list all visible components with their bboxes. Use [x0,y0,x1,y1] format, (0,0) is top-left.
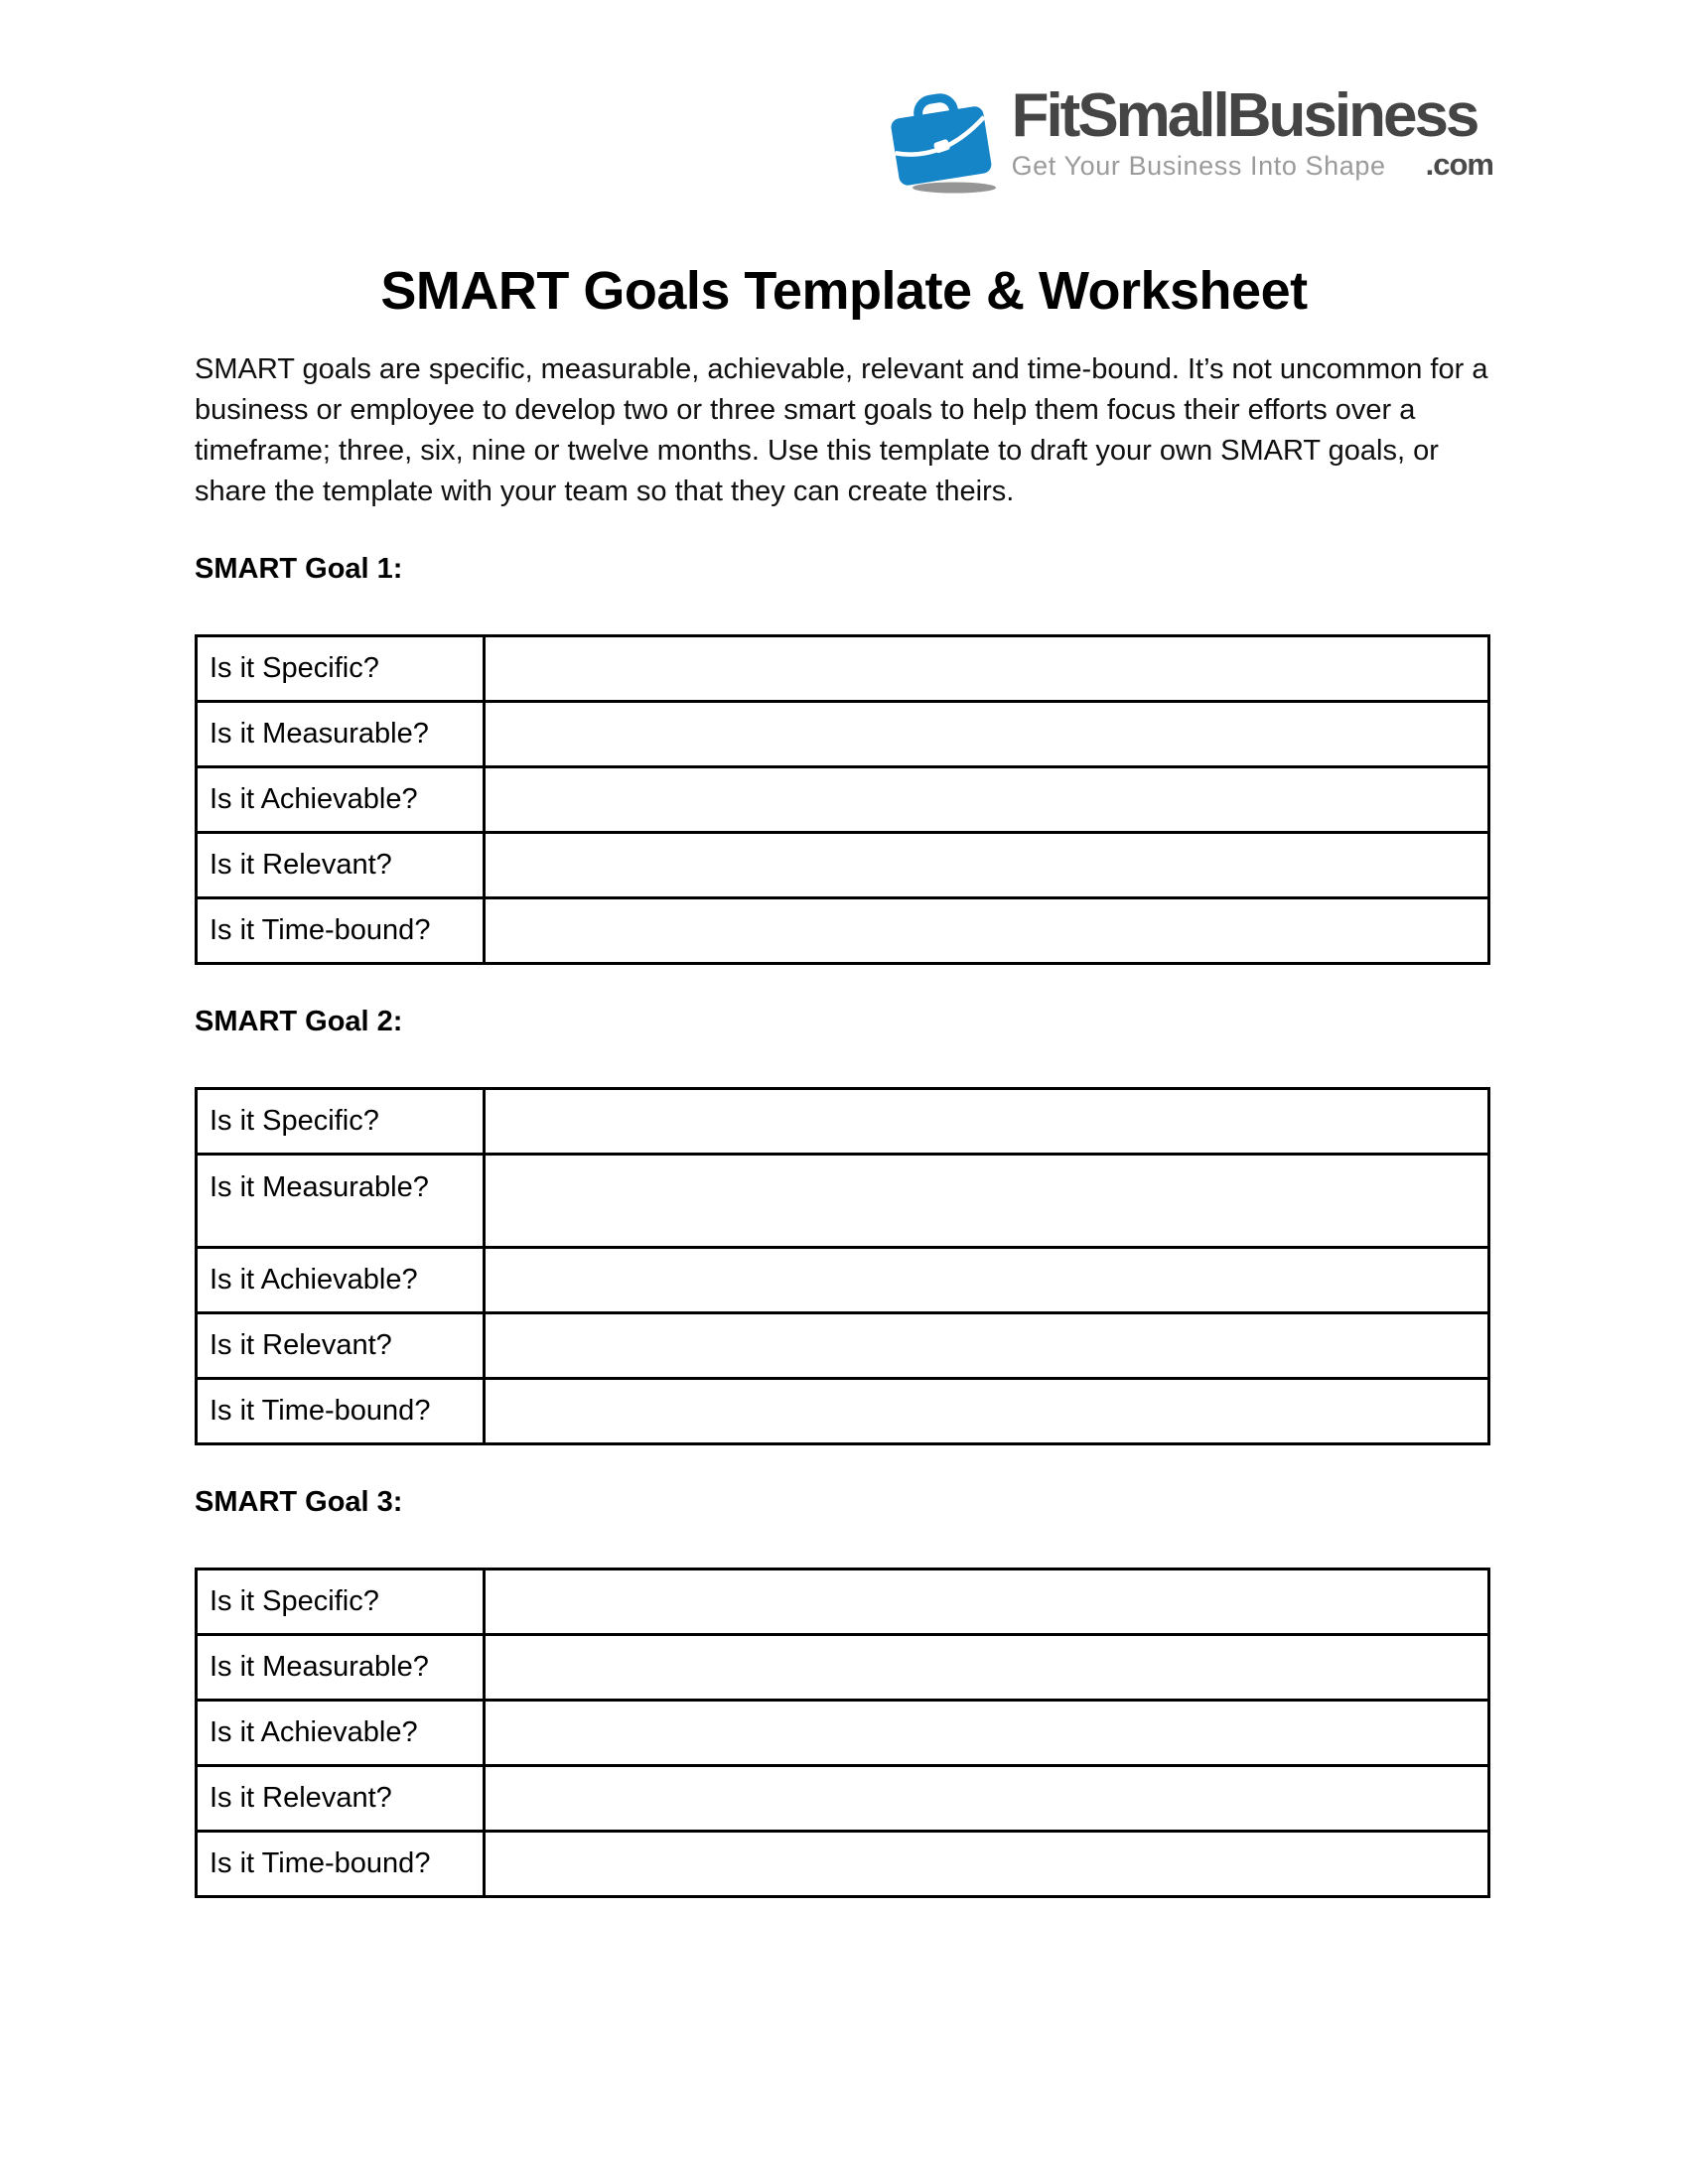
goal-3-label-specific: Is it Specific? [197,1569,485,1634]
brand-domain-suffix: .com [1425,147,1493,183]
goal-1-answer-time-bound[interactable] [485,897,1489,963]
goal-1-answer-achievable[interactable] [485,766,1489,832]
table-row [197,1088,1489,1154]
goal-1-answer-relevant[interactable] [485,832,1489,897]
table-row [197,897,1489,963]
goal-2-label-measurable: Is it Measurable? [197,1154,485,1247]
goal-2-label-time-bound: Is it Time-bound? [197,1378,485,1443]
goal-3-table [195,1568,1490,1898]
brand-text [1011,81,1493,183]
table-row [197,1247,1489,1312]
brand-name: FitSmallBusiness [1011,81,1477,150]
goal-3-answer-relevant[interactable] [485,1765,1489,1831]
table-row [197,635,1489,701]
table-row [197,701,1489,766]
table-row [197,1569,1489,1634]
goal-3-label-achievable: Is it Achievable? [197,1700,485,1765]
goal-2-answer-time-bound[interactable] [485,1378,1489,1443]
goal-2-label-specific: Is it Specific? [197,1088,485,1154]
goal-1-label-specific: Is it Specific? [197,635,485,701]
intro-paragraph: SMART goals are specific, measurable, achievable, relevant and time-bound. It’s not uncommon for a business or employee to develop two or three smart goals to help them focus their efforts over a timeframe; three, six, nine or twelve months. Use this template to draft your own SMART goals, or share the template with your team so that they can create theirs. [195,353,1488,507]
goal-1-heading: SMART Goal 1: [195,553,403,585]
table-row [197,832,1489,897]
goal-1-answer-specific[interactable] [485,635,1489,701]
brand-tag-row [1012,147,1493,183]
goal-2-heading: SMART Goal 2: [195,1005,403,1037]
goal-2-answer-relevant[interactable] [485,1312,1489,1378]
goal-1-answer-measurable[interactable] [485,701,1489,766]
brand-logo [879,81,1493,204]
page-title: SMART Goals Template & Worksheet [380,261,1308,321]
goal-2-table [195,1087,1490,1445]
goal-2-label-achievable: Is it Achievable? [197,1247,485,1312]
goal-2-answer-specific[interactable] [485,1088,1489,1154]
brand-tagline: Get Your Business Into Shape [1011,151,1386,182]
goal-2-label-relevant: Is it Relevant? [197,1312,485,1378]
goal-3-heading: SMART Goal 3: [195,1485,403,1518]
goal-3-answer-specific[interactable] [485,1569,1489,1634]
goal-3-label-relevant: Is it Relevant? [197,1765,485,1831]
goal-2-answer-achievable[interactable] [485,1247,1489,1312]
table-row [197,1831,1489,1896]
goal-3-answer-measurable[interactable] [485,1634,1489,1700]
table-row [197,766,1489,832]
goal-1-label-measurable: Is it Measurable? [197,701,485,766]
table-row [197,1700,1489,1765]
goal-1-label-relevant: Is it Relevant? [197,832,485,897]
goal-1-label-achievable: Is it Achievable? [197,766,485,832]
briefcase-icon [879,82,1006,202]
goal-2-answer-measurable[interactable] [485,1154,1489,1247]
table-row [197,1765,1489,1831]
goal-3-label-time-bound: Is it Time-bound? [197,1831,485,1896]
page-header [195,81,1493,204]
table-row [197,1154,1489,1247]
goal-1-table [195,634,1490,965]
table-row [197,1312,1489,1378]
goal-3-label-measurable: Is it Measurable? [197,1634,485,1700]
goal-3-answer-achievable[interactable] [485,1700,1489,1765]
goal-3-answer-time-bound[interactable] [485,1831,1489,1896]
table-row [197,1634,1489,1700]
table-row [197,1378,1489,1443]
goal-1-label-time-bound: Is it Time-bound? [197,897,485,963]
